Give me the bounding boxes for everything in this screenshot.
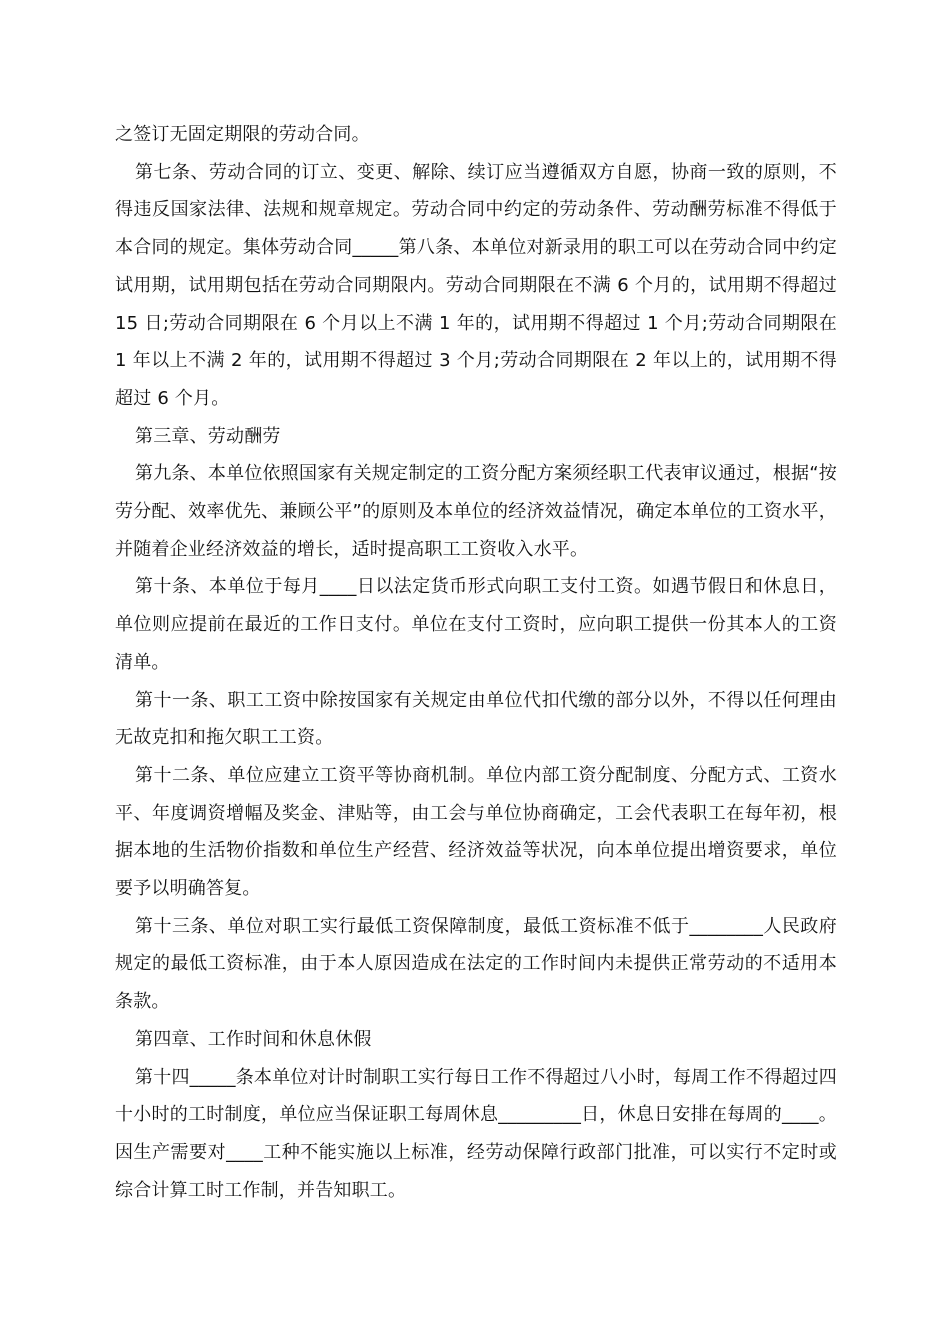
chapter-4-heading: 第四章、工作时间和休息休假	[135, 1028, 372, 1050]
paragraph-article-11: 第十一条、职工工资中除按国家有关规定由单位代扣代缴的部分以外，不得以任何理由无故克扣和拖欠职工工资。	[115, 689, 837, 749]
paragraph-article-12: 第十二条、单位应建立工资平等协商机制。单位内部工资分配制度、分配方式、工资水平、年度调资增幅及奖金、津贴等，由工会与单位协商确定，工会代表职工在每年初，根据本地的生活物价指数和单位生产经营、经济效益等状况，向本单位提出增资要求，单位要予以明确答复。	[115, 764, 837, 900]
paragraph-article-13: 第十三条、单位对职工实行最低工资保障制度，最低工资标准不低于________人民政府规定的最低工资标准，由于本人原因造成在法定的工作时间内未提供正常劳动的不适用本条款。	[115, 915, 837, 1013]
paragraph-article-9: 第九条、本单位依照国家有关规定制定的工资分配方案须经职工代表审议通过，根据“按劳分配、效率优先、兼顾公平”的原则及本单位的经济效益情况，确定本单位的工资水平，并随着企业经济效益的增长，适时提高职工工资收入水平。	[115, 463, 837, 560]
paragraph-continuation: 之签订无固定期限的劳动合同。	[115, 124, 370, 145]
paragraph-article-7-8: 第七条、劳动合同的订立、变更、解除、续订应当遵循双方自愿，协商一致的原则，不得违反国家法律、法规和规章规定。劳动合同中约定的劳动条件、劳动酬劳标准不得低于本合同的规定。集体劳动合同_____第八条、本单位对新录用的职工可以在劳动合同中约定试用期，试用期包括在劳动合同期限内。劳动合同期限在不满 6 个月的，试用期不得超过 15 日;劳动合同期限在 6 个月以上不满 1 年的，试用期不得超过 1 个月;劳动合同期限在 1 年以上不满 2 年的，试用期不得超过 3 个月;劳动合同期限在 2 年以上的，试用期不得超过 6 个月。	[115, 161, 837, 409]
document-body	[115, 116, 837, 1209]
chapter-3-heading: 第三章、劳动酬劳	[135, 425, 281, 447]
paragraph-article-14: 第十四_____条本单位对计时制职工实行每日工作不得超过八小时，每周工作不得超过四十小时的工时制度，单位应当保证职工每周休息_________日，休息日安排在每周的____。因生产需要对____工种不能实施以上标准，经劳动保障行政部门批准，可以实行不定时或综合计算工时工作制，并告知职工。	[115, 1066, 837, 1201]
paragraph-article-10: 第十条、本单位于每月____日以法定货币形式向职工支付工资。如遇节假日和休息日，单位则应提前在最近的工作日支付。单位在支付工资时，应向职工提供一份其本人的工资清单。	[115, 576, 837, 673]
